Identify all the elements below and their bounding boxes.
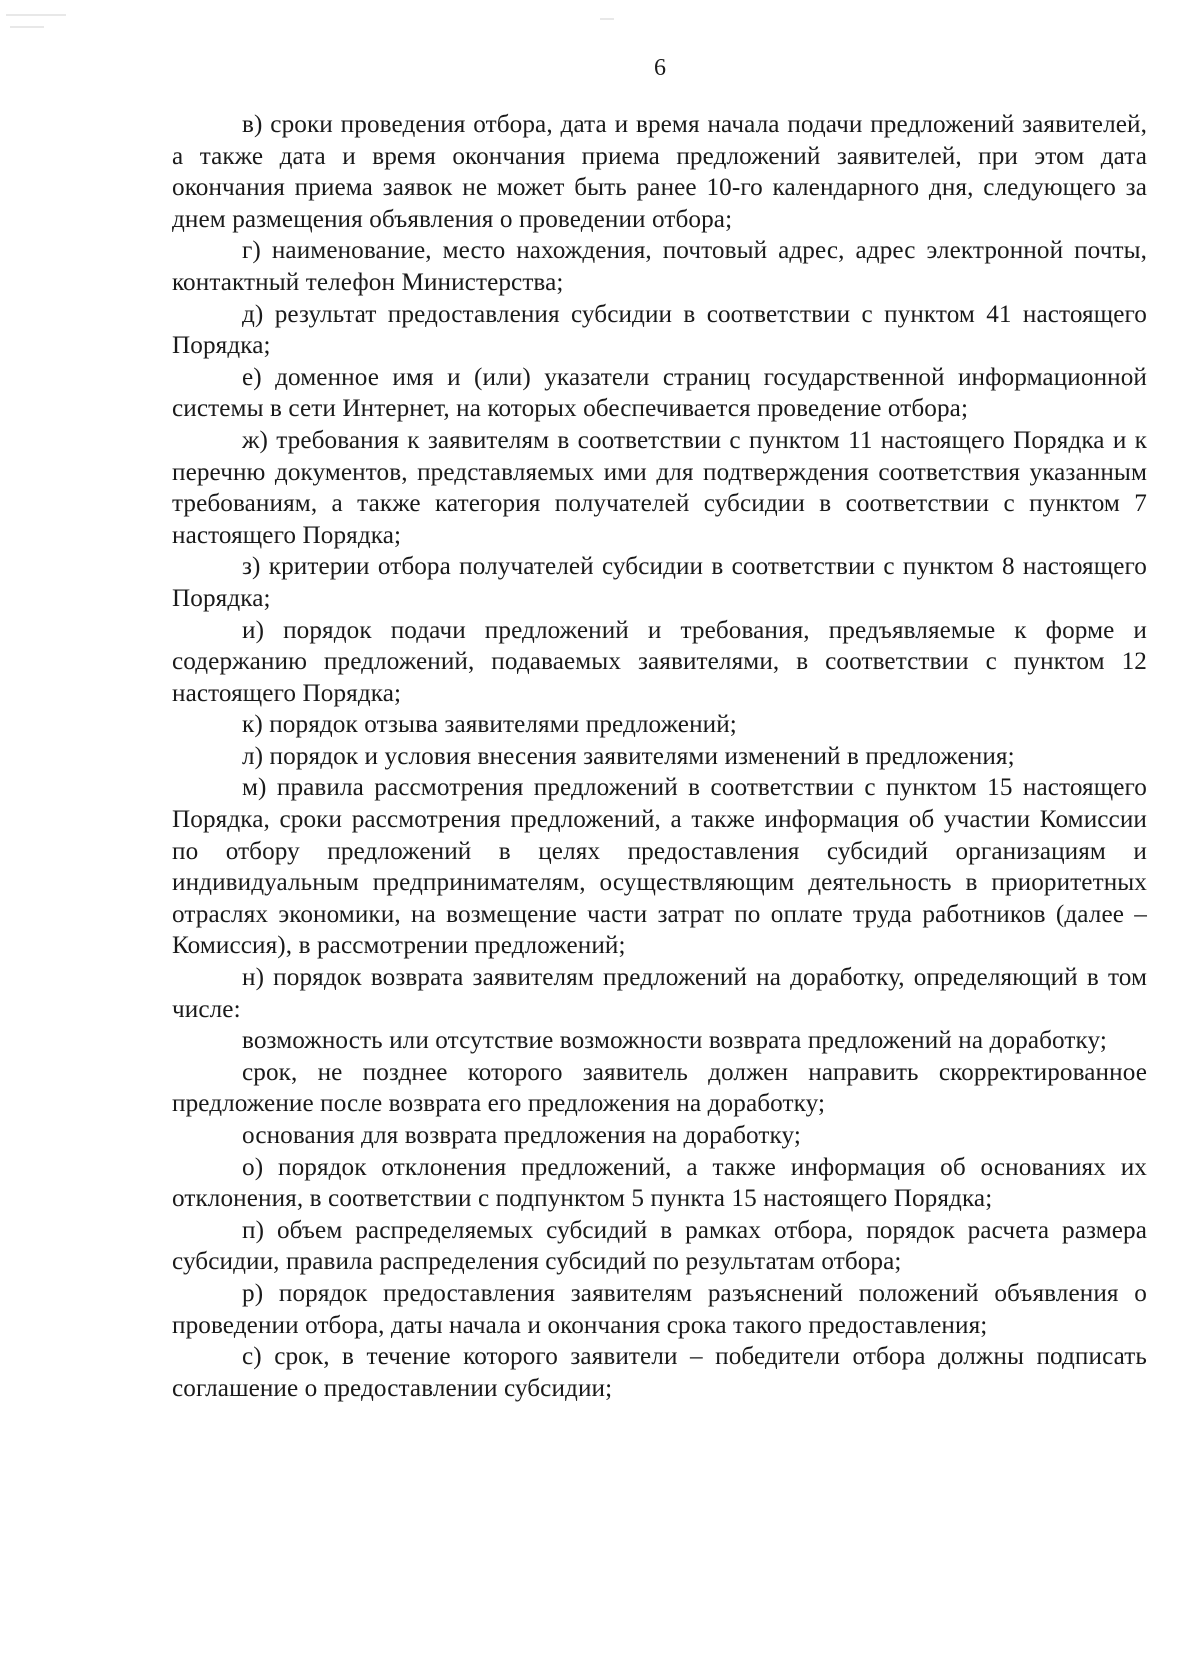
paragraph-n-item-2: срок, не позднее которого заявитель должен направить скорректированное предложение после возврата его предложения на доработку; — [172, 1058, 1147, 1118]
document-body — [172, 109, 1147, 1404]
paragraph-l: л) порядок и условия внесения заявителями изменений в предложения; — [242, 742, 1015, 770]
paragraph-p: п) объем распределяемых субсидий в рамках отбора, порядок расчета размера субсидии, правила распределения субсидий по результатам отбора; — [172, 1216, 1147, 1276]
paragraph-n: н) порядок возврата заявителям предложений на доработку, определяющий в том числе: — [172, 964, 1147, 1023]
paragraph-v: в) сроки проведения отбора, дата и время начала подачи предложений заявителей, а также дата и время окончания приема предложений заявителей, при этом дата окончания приема заявок не может быть ранее 10-го календарного дня, следующего за днем размещения объявления о проведении отбора; — [172, 111, 1147, 233]
paragraph-m: м) правила рассмотрения предложений в соответствии с пунктом 15 настоящего Порядка, сроки рассмотрения предложений, а также информация об участии Комиссии по отбору предложений в целях предоставления субсидий организациям и индивидуальным предпринимателям, осуществляющим деятельность в приоритетных отраслях экономики, на возмещение части затрат по оплате труда работников (далее – Комиссия), в рассмотрении предложений; — [172, 774, 1147, 960]
paragraph-zh: ж) требования к заявителям в соответствии с пунктом 11 настоящего Порядка и к перечню документов, представляемых ими для подтверждения соответствия указанным требованиям, а также категория получателей субсидии в соответствии с пунктом 7 настоящего Порядка; — [172, 426, 1147, 549]
scan-speck — [10, 26, 44, 28]
paragraph-g: г) наименование, место нахождения, почтовый адрес, адрес электронной почты, контактный телефон Министерства; — [172, 237, 1147, 296]
paragraph-k: к) порядок отзыва заявителями предложений; — [242, 711, 737, 739]
scan-speck — [6, 14, 66, 16]
paragraph-n-item-1: возможность или отсутствие возможности возврата предложений на доработку; — [242, 1027, 1107, 1055]
paragraph-n-item-3: основания для возврата предложения на доработку; — [242, 1122, 801, 1149]
paragraph-r: р) порядок предоставления заявителям разъяснений положений объявления о проведении отбора, даты начала и окончания срока такого предоставления; — [172, 1279, 1147, 1339]
paragraph-d: д) результат предоставления субсидии в соответствии с пунктом 41 настоящего Порядка; — [172, 300, 1147, 360]
paragraph-s: с) срок, в течение которого заявители – победители отбора должны подписать соглашение о предоставлении субсидии; — [172, 1343, 1147, 1402]
paragraph-z: з) критерии отбора получателей субсидии в соответствии с пунктом 8 настоящего Порядка; — [172, 553, 1147, 612]
paragraph-e: е) доменное имя и (или) указатели страниц государственной информационной системы в сети Интернет, на которых обеспечивается проведение отбора; — [172, 363, 1147, 423]
page-number: 6 — [654, 55, 666, 81]
paragraph-i: и) порядок подачи предложений и требования, предъявляемые к форме и содержанию предложений, подаваемых заявителями, в соответствии с пунктом 12 настоящего Порядка; — [172, 616, 1147, 707]
paragraph-o: о) порядок отклонения предложений, а также информация об основаниях их отклонения, в соответствии с подпунктом 5 пункта 15 настоящего Порядка; — [172, 1153, 1147, 1213]
scan-speck — [600, 18, 614, 20]
